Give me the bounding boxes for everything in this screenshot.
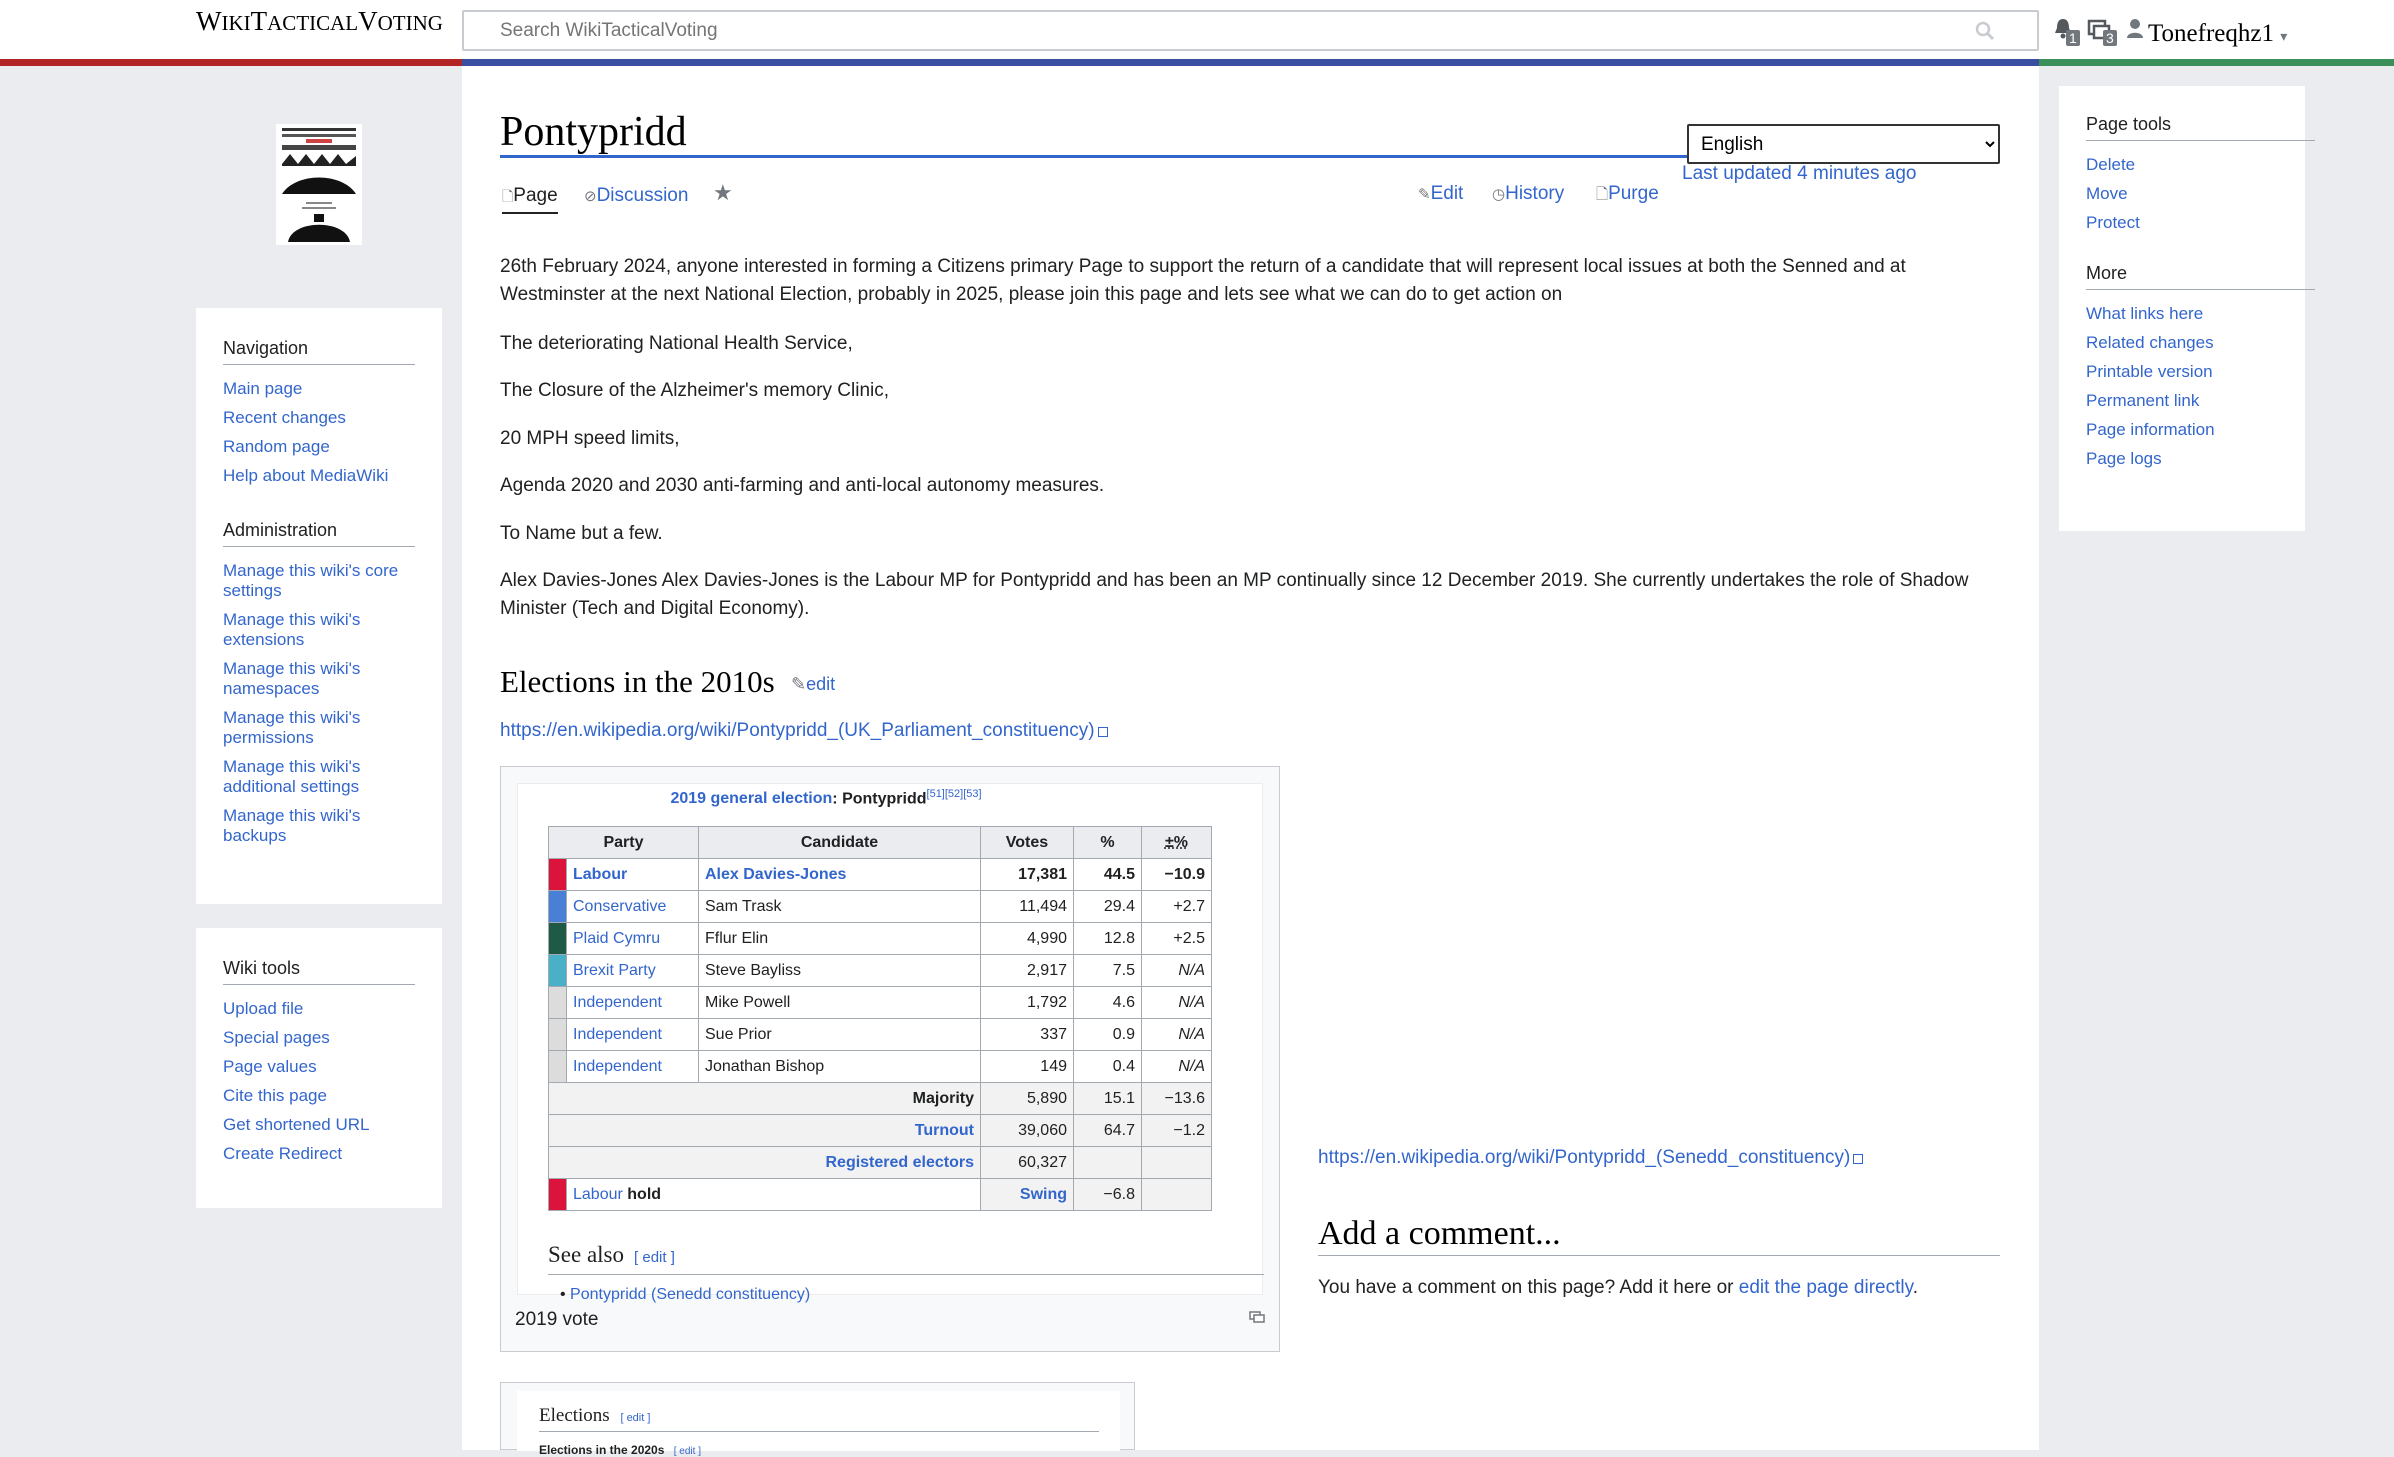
- more-page-logs[interactable]: Page logs: [2086, 449, 2162, 468]
- administration-heading: Administration: [223, 520, 415, 547]
- majority-label: Majority: [549, 1083, 981, 1115]
- messages-count: 3: [2103, 30, 2117, 46]
- notifications-count: 1: [2066, 30, 2080, 46]
- election-caption: 2019 general election: Pontypridd[51][52][53]: [670, 788, 982, 808]
- election-results-table: [548, 826, 1212, 1211]
- section-edit-link[interactable]: ✎edit: [791, 674, 836, 694]
- more-related-changes[interactable]: Related changes: [2086, 333, 2214, 352]
- candidate-cell: Jonathan Bishop: [699, 1051, 981, 1083]
- hold-label: hold: [627, 1185, 662, 1203]
- nav-help[interactable]: Help about MediaWiki: [223, 466, 389, 485]
- table-row: [549, 1051, 1212, 1083]
- percent-cell: 29.4: [1074, 891, 1142, 923]
- party-link[interactable]: Conservative: [573, 897, 667, 915]
- admin-permissions[interactable]: Manage this wiki's permissions: [223, 708, 361, 747]
- table-row: [549, 923, 1212, 955]
- header-votes: Votes: [981, 827, 1074, 859]
- party-link[interactable]: Independent: [573, 993, 662, 1011]
- elections-heading: Elections [ edit ]: [539, 1405, 1099, 1432]
- turnout-link[interactable]: Turnout: [914, 1121, 974, 1139]
- username: Tonefreqhz1: [2148, 20, 2274, 47]
- party-color-swatch: [549, 1179, 567, 1211]
- swing-link[interactable]: Swing: [1019, 1185, 1067, 1203]
- page-icon: 🗋: [502, 188, 514, 204]
- election-thumbnail: [500, 766, 1280, 1352]
- percent-cell: 15.1: [1074, 1083, 1142, 1115]
- change-cell: N/A: [1142, 955, 1212, 987]
- title-underline: [500, 155, 1688, 158]
- language-select[interactable]: [1687, 124, 2000, 164]
- search-icon[interactable]: [1975, 21, 1995, 41]
- nav-main-page[interactable]: Main page: [223, 379, 303, 398]
- general-election-link[interactable]: 2019 general election: [670, 790, 833, 808]
- elections-navbox: [500, 1382, 1135, 1457]
- votes-cell: 39,060: [981, 1115, 1074, 1147]
- turnout-row: [549, 1115, 1212, 1147]
- discussion-icon: ⊘: [584, 188, 597, 205]
- registered-row: [549, 1147, 1212, 1179]
- tab-purge[interactable]: 🗋Purge: [1596, 183, 1659, 204]
- pencil-icon: ✎: [1418, 186, 1431, 203]
- enlarge-icon[interactable]: [1249, 1311, 1265, 1323]
- wiki-tools-portal: [196, 928, 442, 1208]
- party-color-swatch: [549, 987, 567, 1019]
- change-cell: N/A: [1142, 1019, 1212, 1051]
- page-tool-protect[interactable]: Protect: [2086, 213, 2140, 232]
- candidate-cell: Fflur Elin: [699, 923, 981, 955]
- percent-cell: 12.8: [1074, 923, 1142, 955]
- more-page-information[interactable]: Page information: [2086, 420, 2215, 439]
- tool-upload-file[interactable]: Upload file: [223, 999, 304, 1018]
- page-tool-delete[interactable]: Delete: [2086, 155, 2136, 174]
- header-party: Party: [549, 827, 699, 859]
- elections-navbox-inner: [517, 1391, 1120, 1457]
- candidate-cell: Sue Prior: [699, 1019, 981, 1051]
- paragraph-intro: 26th February 2024, anyone interested in forming a Citizens primary Page to support the return of a candidate that will represent local issues at both the Senned and at Westminster at the next National Election, probably in 2025, please join this page and lets see what we can do to get action on: [500, 256, 1906, 305]
- hold-row: [549, 1179, 1212, 1211]
- candidate-link[interactable]: Alex Davies-Jones: [705, 865, 847, 883]
- tab-discussion[interactable]: ⊘Discussion: [584, 185, 689, 206]
- percent-cell: 4.6: [1074, 987, 1142, 1019]
- change-cell: +2.7: [1142, 891, 1212, 923]
- majority-row: [549, 1083, 1212, 1115]
- percent-cell: 44.5: [1074, 859, 1142, 891]
- purge-icon: 🗋: [1596, 186, 1609, 203]
- change-cell: −10.9: [1142, 859, 1212, 891]
- candidate-cell: Steve Bayliss: [699, 955, 981, 987]
- section-heading: Elections in the 2010s: [500, 664, 775, 699]
- swing-value: −6.8: [1074, 1179, 1142, 1211]
- party-color-swatch: [549, 1019, 567, 1051]
- tool-cite-page[interactable]: Cite this page: [223, 1086, 327, 1105]
- external-link-icon: [1098, 727, 1108, 737]
- admin-backups[interactable]: Manage this wiki's backups: [223, 806, 361, 845]
- elections-2020s-edit-link[interactable]: [ edit ]: [673, 1446, 701, 1457]
- candidate-cell: Mike Powell: [699, 987, 981, 1019]
- tool-create-redirect[interactable]: Create Redirect: [223, 1144, 343, 1163]
- elections-edit-link[interactable]: [ edit ]: [620, 1412, 651, 1424]
- party-color-swatch: [549, 1051, 567, 1083]
- external-link-icon: [1853, 1154, 1863, 1164]
- header-stripe-green: [2039, 59, 2394, 66]
- change-cell: −1.2: [1142, 1115, 1212, 1147]
- more-permanent-link[interactable]: Permanent link: [2086, 391, 2200, 410]
- header-percent: %: [1074, 827, 1142, 859]
- table-row: [549, 891, 1212, 923]
- party-color-swatch: [549, 955, 567, 987]
- chevron-down-icon: ▾: [2280, 30, 2288, 45]
- list-item: • Pontypridd (Senedd constituency): [560, 1286, 811, 1303]
- wiki-tools-heading: Wiki tools: [223, 958, 415, 985]
- paragraph-speed: 20 MPH speed limits,: [500, 428, 680, 449]
- admin-namespaces[interactable]: Manage this wiki's namespaces: [223, 659, 361, 698]
- header-candidate: Candidate: [699, 827, 981, 859]
- page-tool-move[interactable]: Move: [2086, 184, 2128, 203]
- table-row: [549, 859, 1212, 891]
- tab-edit[interactable]: ✎Edit: [1418, 183, 1464, 204]
- paragraph-mp: Alex Davies-Jones Alex Davies-Jones is the Labour MP for Pontypridd and has been an MP continually since 12 December 2019. She currently undertakes the role of Shadow Minister (Tech and Digital Economy).: [500, 570, 1969, 619]
- site-logo-text[interactable]: WIKITACTICALVOTING: [196, 6, 443, 36]
- percent-cell: 0.4: [1074, 1051, 1142, 1083]
- notifications-bell-icon[interactable]: [2054, 18, 2077, 46]
- party-color-swatch: [549, 891, 567, 923]
- change-cell: +2.5: [1142, 923, 1212, 955]
- admin-additional-settings[interactable]: Manage this wiki's additional settings: [223, 757, 361, 796]
- candidate-cell: Sam Trask: [699, 891, 981, 923]
- election-table-frame: [517, 783, 1263, 1303]
- votes-cell: 11,494: [981, 891, 1074, 923]
- paragraph-name: To Name but a few.: [500, 523, 663, 544]
- nav-random-page[interactable]: Random page: [223, 437, 330, 456]
- change-cell: −13.6: [1142, 1083, 1212, 1115]
- empty-cell: [1074, 1147, 1142, 1179]
- header-change: ±%: [1142, 827, 1212, 859]
- elections-2020s-heading: Elections in the 2020s [ edit ]: [539, 1443, 701, 1457]
- empty-cell: [1142, 1147, 1212, 1179]
- party-link[interactable]: Labour: [573, 1185, 623, 1203]
- votes-cell: 2,917: [981, 955, 1074, 987]
- table-row: [549, 987, 1212, 1019]
- paragraph-nhs: The deteriorating National Health Service,: [500, 333, 853, 354]
- page-title: Pontypridd: [500, 109, 687, 155]
- senedd-constituency-link[interactable]: Pontypridd (Senedd constituency): [570, 1286, 811, 1303]
- change-cell: N/A: [1142, 1051, 1212, 1083]
- navigation-heading: Navigation: [223, 338, 415, 365]
- empty-cell: [1142, 1179, 1212, 1211]
- see-also-heading: See also [ edit ]: [548, 1242, 1264, 1275]
- search-box[interactable]: [462, 10, 2039, 51]
- thumbnail-caption: 2019 vote: [515, 1309, 599, 1330]
- watch-star-icon[interactable]: ★: [713, 180, 733, 205]
- header-stripe-red: [0, 59, 462, 66]
- party-link[interactable]: Independent: [573, 1057, 662, 1075]
- table-row: [549, 1019, 1212, 1051]
- votes-cell: 149: [981, 1051, 1074, 1083]
- percent-cell: 0.9: [1074, 1019, 1142, 1051]
- change-cell: N/A: [1142, 987, 1212, 1019]
- paragraph-clinic: The Closure of the Alzheimer's memory Clinic,: [500, 380, 890, 401]
- user-icon[interactable]: [2126, 18, 2144, 45]
- admin-core-settings[interactable]: Manage this wiki's core settings: [223, 561, 399, 600]
- tool-special-pages[interactable]: Special pages: [223, 1028, 330, 1047]
- page-tools-portal: [2059, 86, 2305, 531]
- edit-page-directly-link[interactable]: edit the page directly: [1738, 1277, 1913, 1298]
- percent-cell: 7.5: [1074, 955, 1142, 987]
- site-logo-image[interactable]: [276, 124, 362, 245]
- navigation-portal: [196, 308, 442, 904]
- party-link[interactable]: Independent: [573, 1025, 662, 1043]
- tab-page[interactable]: 🗋Page: [502, 185, 558, 214]
- registered-electors-link[interactable]: Registered electors: [825, 1153, 974, 1171]
- tool-short-url[interactable]: Get shortened URL: [223, 1115, 370, 1134]
- party-color-swatch: [549, 923, 567, 955]
- votes-cell: 5,890: [981, 1083, 1074, 1115]
- votes-cell: 1,792: [981, 987, 1074, 1019]
- page-tools-heading: Page tools: [2086, 114, 2315, 141]
- uk-parliament-link[interactable]: https://en.wikipedia.org/wiki/Pontypridd_(UK_Parliament_constituency): [500, 720, 1108, 742]
- reference-links[interactable]: [51][52][53]: [926, 788, 982, 800]
- see-also-edit-link[interactable]: [ edit ]: [634, 1249, 675, 1266]
- header-stripe-blue: [462, 59, 2039, 66]
- votes-cell: 4,990: [981, 923, 1074, 955]
- percent-cell: 64.7: [1074, 1115, 1142, 1147]
- nav-recent-changes[interactable]: Recent changes: [223, 408, 346, 427]
- tool-page-values[interactable]: Page values: [223, 1057, 317, 1076]
- votes-cell: 60,327: [981, 1147, 1074, 1179]
- more-what-links-here[interactable]: What links here: [2086, 304, 2204, 323]
- more-printable-version[interactable]: Printable version: [2086, 362, 2213, 381]
- party-link[interactable]: Brexit Party: [573, 961, 656, 979]
- more-heading: More: [2086, 263, 2315, 290]
- messages-tray-icon[interactable]: [2088, 20, 2114, 46]
- search-input[interactable]: [464, 12, 1964, 49]
- admin-extensions[interactable]: Manage this wiki's extensions: [223, 610, 361, 649]
- votes-cell: 337: [981, 1019, 1074, 1051]
- pencil-icon: ✎: [791, 674, 807, 694]
- last-updated[interactable]: Last updated 4 minutes ago: [1682, 163, 1917, 184]
- table-row: [549, 955, 1212, 987]
- comment-text: You have a comment on this page? Add it here or edit the page directly.: [1318, 1277, 1918, 1298]
- tab-history[interactable]: ◷History: [1492, 183, 1565, 204]
- votes-cell: 17,381: [981, 859, 1074, 891]
- senedd-link[interactable]: https://en.wikipedia.org/wiki/Pontypridd_(Senedd_constituency): [1318, 1147, 1863, 1169]
- paragraph-agenda: Agenda 2020 and 2030 anti-farming and anti-local autonomy measures.: [500, 475, 1105, 496]
- party-color-swatch: [549, 859, 567, 891]
- party-link[interactable]: Plaid Cymru: [573, 929, 661, 947]
- comment-heading: Add a comment...: [1318, 1215, 2000, 1256]
- user-menu[interactable]: [2148, 20, 2287, 48]
- clock-icon: ◷: [1492, 186, 1506, 203]
- party-link[interactable]: Labour: [573, 865, 628, 883]
